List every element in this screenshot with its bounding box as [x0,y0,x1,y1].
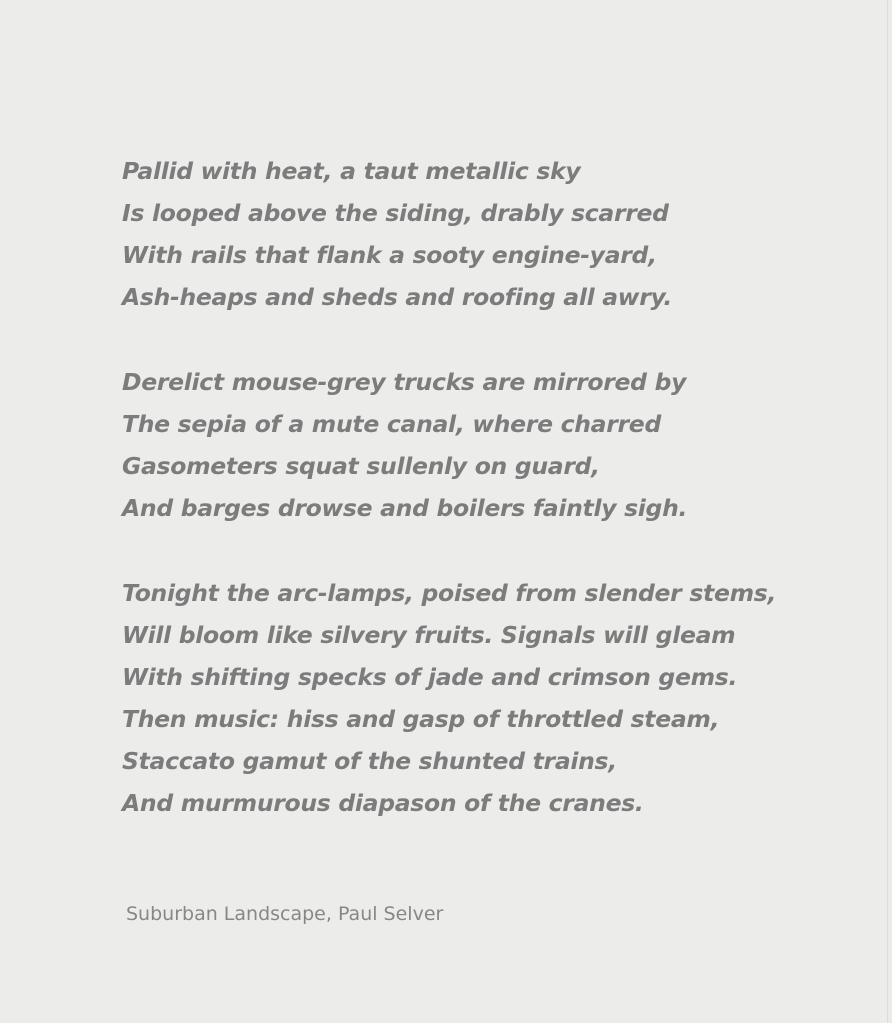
poem-line: The sepia of a mute canal, where charred [122,410,661,438]
poem-line: With rails that flank a sooty engine-yard, [122,241,657,269]
poem-line: And murmurous diapason of the cranes. [122,789,644,817]
poem-line: Gasometers squat sullenly on guard, [122,452,600,480]
stanza-3 [122,572,862,824]
poem-line: Will bloom like silvery fruits. Signals will gleam [122,621,736,649]
poem-line: Then music: hiss and gasp of throttled steam, [122,705,720,733]
poem-line: Pallid with heat, a taut metallic sky [122,157,581,185]
poem-line: Is looped above the siding, drably scarred [122,199,669,227]
poem-line: Ash-heaps and sheds and roofing all awry. [122,283,672,311]
poem-body [122,150,862,867]
poem-line: Tonight the arc-lamps, poised from slender stems, [122,579,777,607]
poem-line: And barges drowse and boilers faintly sigh. [122,494,688,522]
poem-line: Staccato gamut of the shunted trains, [122,747,617,775]
stanza-1 [122,150,862,318]
poem-line: Derelict mouse-grey trucks are mirrored by [122,368,687,396]
poem-line: With shifting specks of jade and crimson gems. [122,663,738,691]
poem-attribution: Suburban Landscape, Paul Selver [126,903,444,925]
stanza-2 [122,361,862,529]
